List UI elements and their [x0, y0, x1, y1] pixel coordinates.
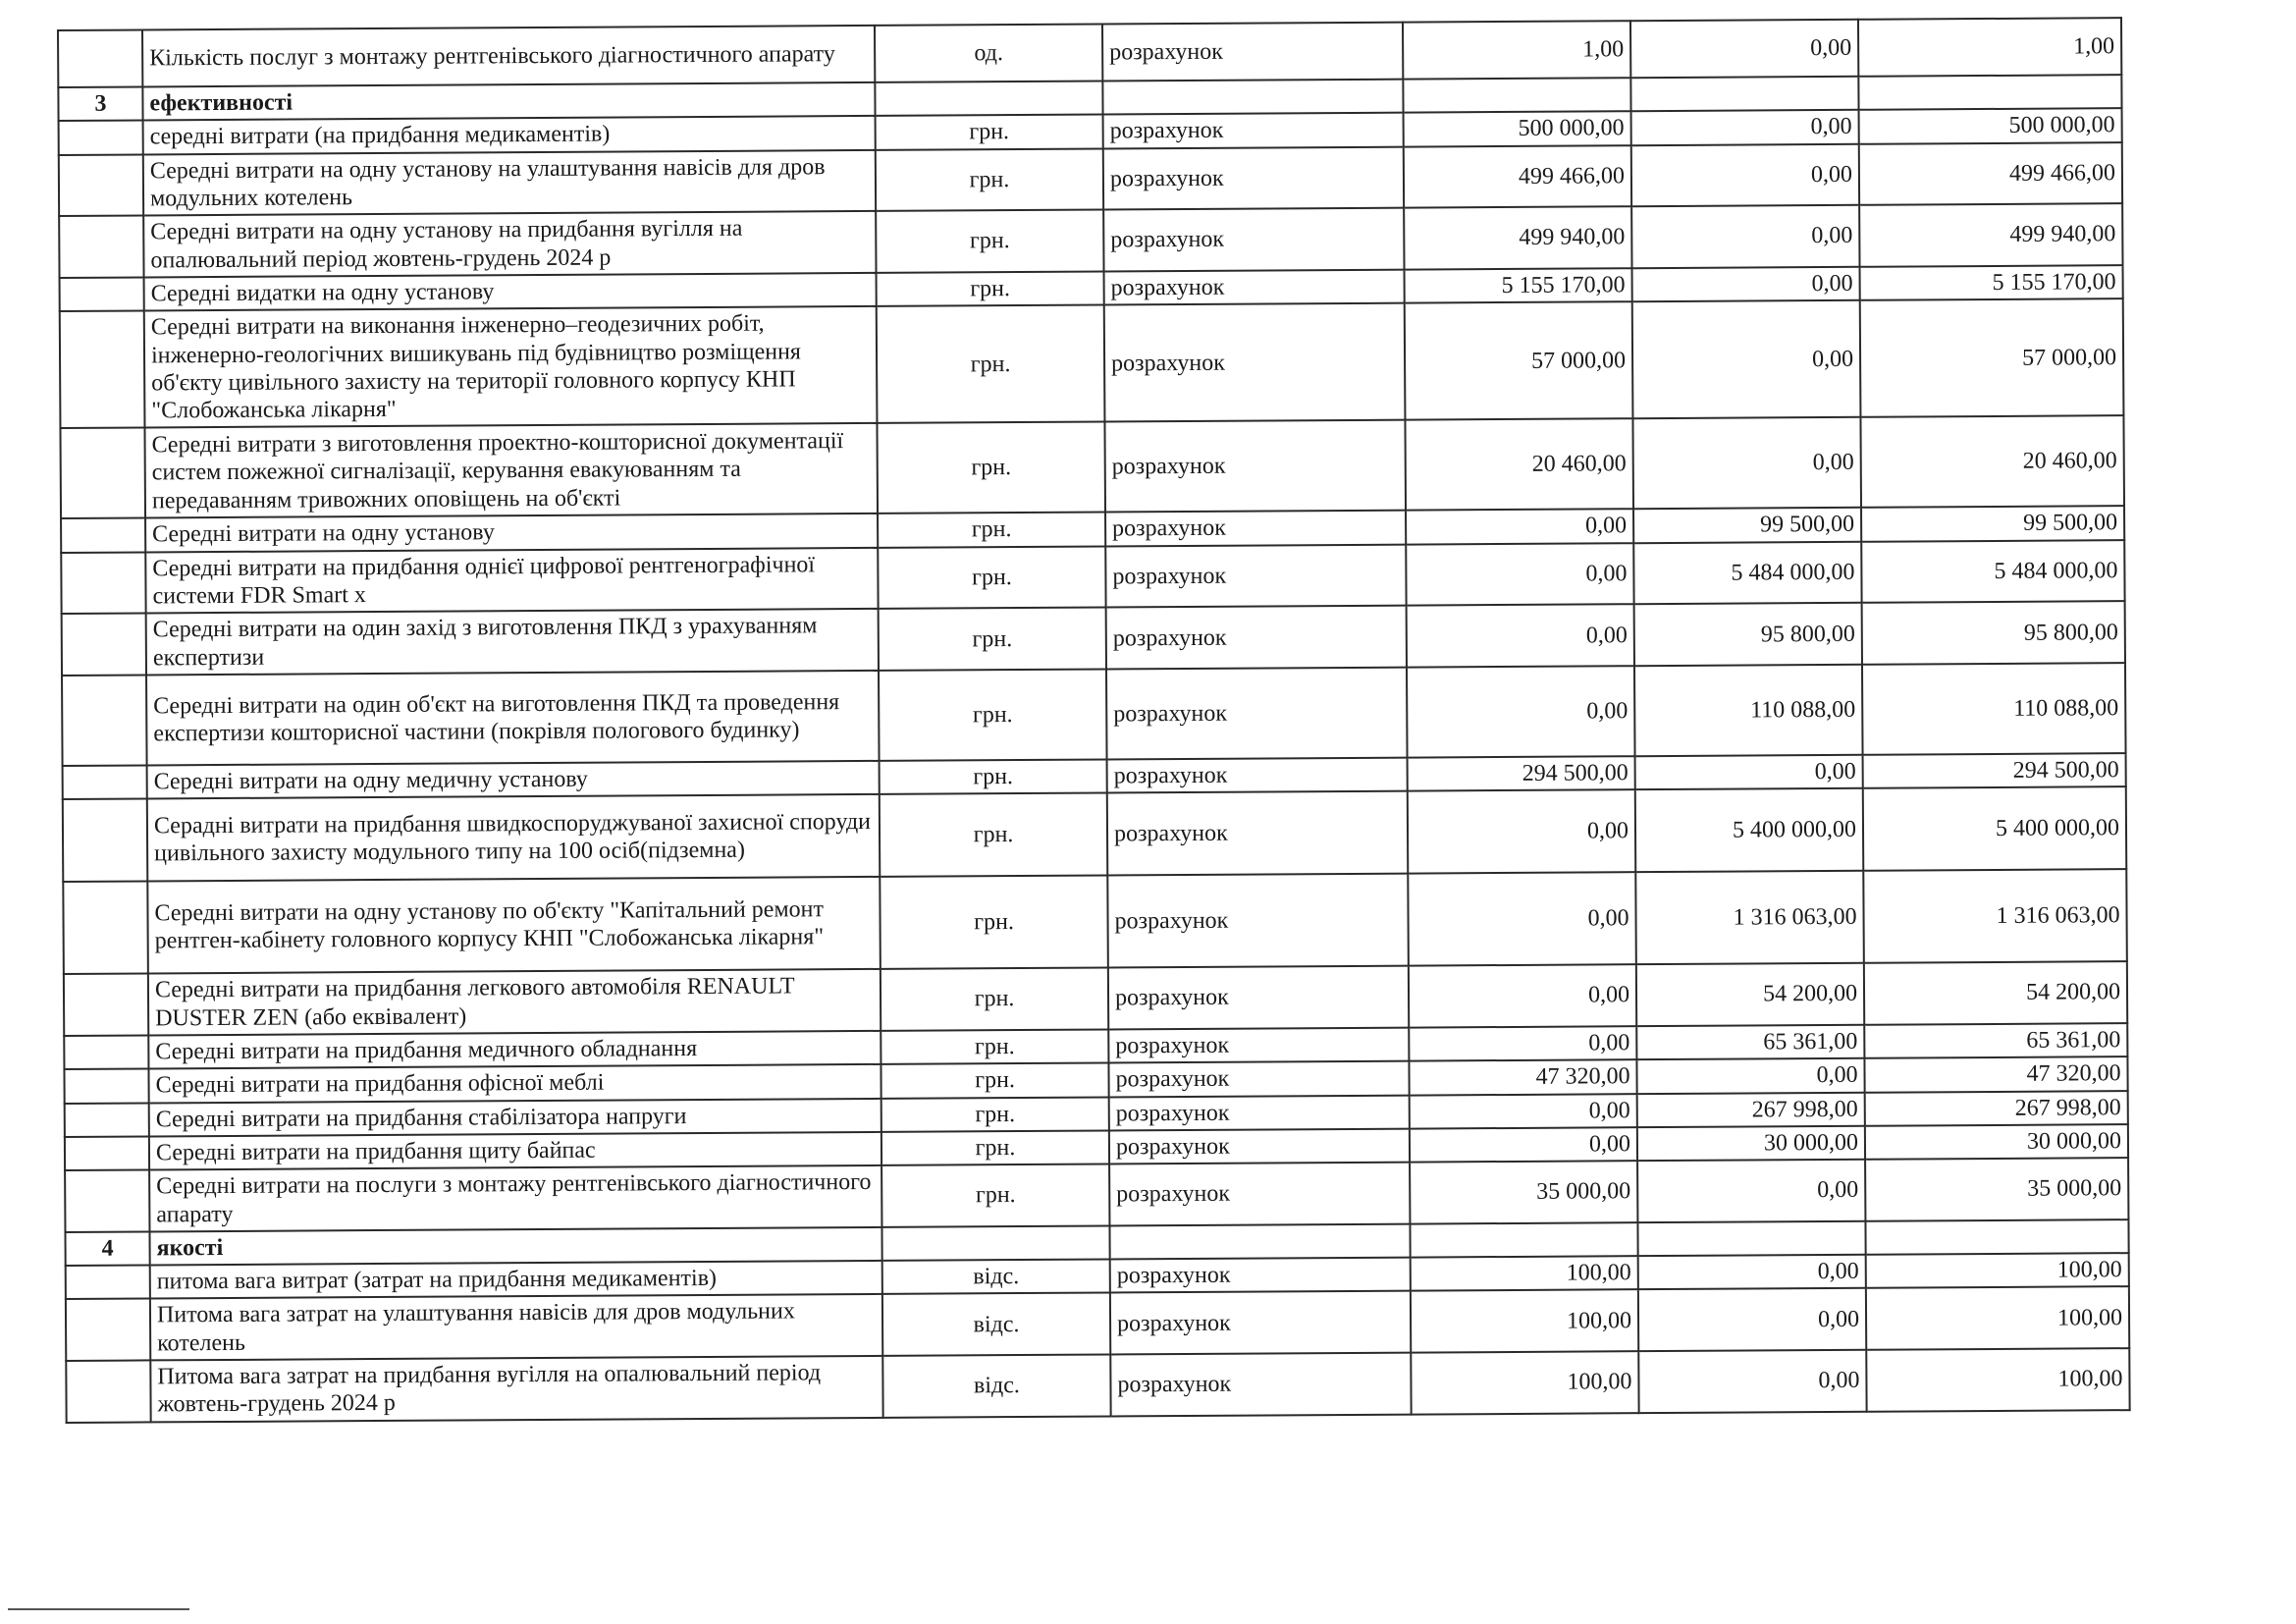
- value-total: [1865, 1219, 2128, 1255]
- value-total: 294 500,00: [1863, 753, 2126, 788]
- value-special-fund: 5 484 000,00: [1633, 542, 1861, 605]
- unit-of-measure: грн.: [881, 1097, 1109, 1132]
- indicator-name: Середні витрати на придбання офісної меблі: [148, 1064, 881, 1103]
- value-general-fund: 0,00: [1410, 1094, 1637, 1129]
- value-special-fund: 0,00: [1632, 267, 1860, 302]
- value-general-fund: 0,00: [1407, 666, 1635, 757]
- data-source: розрахунок: [1102, 23, 1403, 81]
- indicator-name: Середні витрати на придбання легкового автомобіля RENAULT DUSTER ZEN (або еквівалент): [148, 969, 881, 1035]
- indicator-name: ефективності: [142, 82, 875, 121]
- unit-of-measure: грн.: [877, 422, 1105, 514]
- unit-of-measure: грн.: [881, 1029, 1108, 1064]
- indicator-name: якості: [149, 1227, 881, 1266]
- value-special-fund: 30 000,00: [1637, 1126, 1865, 1162]
- indicator-name: Середні витрати на придбання медичного обладнання: [148, 1031, 881, 1069]
- indicator-name: Серадні витрати на придбання швидкоспоруджуваної захисної споруди цивільного захисту модульного типу на 100 осіб(підземна): [147, 794, 880, 882]
- unit-of-measure: грн.: [878, 513, 1105, 548]
- value-total: 5 155 170,00: [1860, 265, 2123, 300]
- value-special-fund: 0,00: [1632, 417, 1861, 509]
- value-total: 5 400 000,00: [1863, 786, 2127, 871]
- indicator-name: Середні витрати на виконання інженерно–геодезичних робіт, інженерно-геологічних вишикувань під будівництво розміщення об'єкту цивільного захисту на території головного корпусу КНП "Слобожанська лікарня": [144, 306, 878, 428]
- indicator-name: Кількість послуг з монтажу рентгенівського діагностичного апарату: [142, 26, 875, 87]
- value-total: 499 940,00: [1859, 203, 2122, 266]
- row-number: [59, 121, 143, 155]
- data-source: розрахунок: [1109, 1095, 1410, 1130]
- value-general-fund: 0,00: [1407, 605, 1634, 668]
- unit-of-measure: грн.: [877, 305, 1105, 424]
- value-total: 57 000,00: [1860, 298, 2124, 417]
- row-number: [64, 1069, 148, 1104]
- indicator-name: Середні витрати на одну установу на улаштування навісів для дров модульних котелень: [143, 150, 876, 216]
- row-number: [59, 216, 143, 278]
- indicator-name: Середні витрати на придбання стабілізатора напруги: [149, 1098, 881, 1136]
- value-total: 267 998,00: [1865, 1091, 2128, 1126]
- unit-of-measure: грн.: [879, 608, 1106, 671]
- indicator-name: середні витрати (на придбання медикаментів): [143, 116, 876, 154]
- value-special-fund: 0,00: [1630, 20, 1858, 78]
- indicator-name: Середні витрати на одну медичну установу: [147, 761, 880, 799]
- value-total: 5 484 000,00: [1861, 540, 2124, 603]
- indicator-name: Середні видатки на одну установу: [144, 273, 877, 311]
- value-general-fund: 0,00: [1408, 790, 1636, 874]
- unit-of-measure: грн.: [880, 759, 1107, 794]
- value-special-fund: [1630, 77, 1858, 112]
- indicator-name: Середні витрати на одну установу по об'єкту "Капітальний ремонт рентген-кабінету головного корпусу КНП "Слобожанська лікарня": [147, 877, 881, 974]
- value-special-fund: 267 998,00: [1637, 1092, 1865, 1127]
- data-source: розрахунок: [1108, 966, 1409, 1029]
- row-number: [62, 675, 147, 766]
- value-total: 47 320,00: [1864, 1056, 2127, 1092]
- value-total: 99 500,00: [1861, 507, 2124, 542]
- value-special-fund: [1637, 1221, 1865, 1257]
- data-source: розрахунок: [1103, 146, 1404, 209]
- row-number: [58, 29, 142, 87]
- value-special-fund: 0,00: [1631, 205, 1859, 268]
- unit-of-measure: [881, 1225, 1109, 1261]
- unit-of-measure: грн.: [881, 1164, 1109, 1227]
- value-general-fund: 1,00: [1403, 21, 1630, 79]
- value-general-fund: 100,00: [1411, 1290, 1638, 1353]
- value-special-fund: 0,00: [1638, 1288, 1866, 1351]
- unit-of-measure: грн.: [876, 115, 1103, 150]
- value-general-fund: 0,00: [1409, 965, 1636, 1028]
- value-total: 35 000,00: [1865, 1158, 2128, 1220]
- unit-of-measure: грн.: [880, 876, 1108, 969]
- indicator-name: Середні витрати на послуги з монтажу рентгенівського діагностичного апарату: [149, 1165, 881, 1231]
- indicator-name: Питома вага затрат на придбання вугілля на опалювальний період жовтень-грудень 2024 р: [150, 1356, 882, 1422]
- indicator-name: Питома вага затрат на улаштування навісів для дров модульних котелень: [150, 1294, 882, 1360]
- row-number: [63, 799, 148, 883]
- row-number: [60, 277, 144, 311]
- value-special-fund: 54 200,00: [1636, 963, 1864, 1026]
- data-source: [1102, 80, 1403, 115]
- unit-of-measure: грн.: [877, 271, 1104, 306]
- data-source: розрахунок: [1104, 269, 1405, 304]
- data-source: розрахунок: [1107, 758, 1408, 793]
- data-source: розрахунок: [1109, 1163, 1410, 1225]
- row-number: [60, 428, 145, 519]
- table-row: [60, 298, 2124, 428]
- row-number: [61, 552, 145, 614]
- row-number: [66, 1361, 150, 1423]
- data-source: розрахунок: [1110, 1258, 1411, 1293]
- data-source: розрахунок: [1106, 668, 1408, 760]
- value-total: 110 088,00: [1862, 663, 2126, 755]
- row-number: [65, 1103, 149, 1137]
- value-general-fund: 500 000,00: [1404, 112, 1631, 147]
- data-source: розрахунок: [1105, 544, 1406, 607]
- value-special-fund: 95 800,00: [1634, 603, 1862, 666]
- indicator-name: Середні витрати на один об'єкт на виготовлення ПКД та проведення експертизи кошторисної частини (покрівля пологового будинку): [146, 671, 880, 766]
- row-number: 3: [58, 86, 142, 121]
- row-number: [63, 765, 147, 799]
- value-special-fund: 65 361,00: [1636, 1025, 1864, 1060]
- value-special-fund: 5 400 000,00: [1635, 788, 1864, 872]
- data-source: розрахунок: [1107, 791, 1409, 876]
- row-number: [64, 974, 148, 1036]
- value-general-fund: 294 500,00: [1408, 756, 1635, 791]
- value-general-fund: 35 000,00: [1410, 1161, 1637, 1223]
- data-source: [1109, 1223, 1410, 1259]
- value-special-fund: 0,00: [1637, 1160, 1865, 1222]
- value-total: 1,00: [1858, 18, 2121, 77]
- unit-of-measure: відс.: [882, 1260, 1110, 1295]
- footer-rule: [8, 1608, 189, 1610]
- unit-of-measure: грн.: [879, 669, 1107, 760]
- unit-of-measure: грн.: [880, 793, 1108, 877]
- value-special-fund: 99 500,00: [1633, 508, 1861, 543]
- row-number: [61, 518, 145, 553]
- value-general-fund: [1403, 78, 1630, 113]
- row-number: 4: [65, 1231, 149, 1266]
- value-total: 100,00: [1866, 1348, 2129, 1411]
- unit-of-measure: грн.: [876, 148, 1103, 211]
- indicator-name: Середні витрати на придбання щиту байпас: [149, 1132, 881, 1170]
- value-total: 100,00: [1866, 1287, 2129, 1350]
- value-general-fund: 20 460,00: [1405, 419, 1633, 511]
- performance-indicators-table: [57, 17, 2131, 1424]
- value-general-fund: [1410, 1222, 1637, 1258]
- value-special-fund: 0,00: [1636, 1058, 1864, 1094]
- row-number: [66, 1299, 150, 1361]
- table-row: [60, 416, 2124, 519]
- data-source: розрахунок: [1110, 1353, 1411, 1416]
- unit-of-measure: грн.: [881, 968, 1108, 1031]
- row-number: [62, 614, 146, 676]
- value-general-fund: 5 155 170,00: [1405, 268, 1632, 303]
- unit-of-measure: [875, 81, 1102, 116]
- value-special-fund: 0,00: [1632, 300, 1861, 419]
- table-row: [63, 869, 2127, 974]
- indicator-name: Середні витрати на придбання однієї цифрової рентгенографічної системи FDR Smart x: [145, 548, 878, 614]
- value-total: [1858, 75, 2121, 110]
- unit-of-measure: відс.: [882, 1293, 1110, 1356]
- data-source: розрахунок: [1104, 420, 1406, 513]
- value-general-fund: 47 320,00: [1409, 1059, 1636, 1095]
- value-general-fund: 499 940,00: [1404, 206, 1631, 269]
- unit-of-measure: грн.: [881, 1063, 1108, 1099]
- value-total: 499 466,00: [1859, 142, 2122, 205]
- row-number: [65, 1170, 149, 1232]
- value-general-fund: 57 000,00: [1405, 301, 1633, 420]
- data-source: розрахунок: [1104, 303, 1406, 422]
- row-number: [65, 1136, 149, 1170]
- value-general-fund: 499 466,00: [1404, 145, 1631, 208]
- value-special-fund: 0,00: [1638, 1255, 1866, 1290]
- table-row: [63, 786, 2126, 882]
- table-row: [66, 1348, 2129, 1422]
- value-total: 100,00: [1866, 1253, 2129, 1288]
- value-special-fund: 0,00: [1635, 755, 1863, 790]
- row-number: [64, 1035, 148, 1069]
- value-general-fund: 0,00: [1409, 1026, 1636, 1061]
- value-general-fund: 100,00: [1411, 1351, 1638, 1414]
- value-total: 95 800,00: [1862, 602, 2125, 665]
- data-source: розрахунок: [1103, 208, 1404, 271]
- value-general-fund: 0,00: [1408, 873, 1636, 966]
- value-total: 65 361,00: [1864, 1023, 2127, 1058]
- data-source: розрахунок: [1109, 1128, 1410, 1164]
- value-total: 54 200,00: [1864, 961, 2127, 1024]
- table-body: [58, 18, 2130, 1423]
- value-general-fund: 0,00: [1406, 543, 1633, 606]
- unit-of-measure: грн.: [876, 210, 1103, 273]
- value-general-fund: 0,00: [1406, 510, 1633, 545]
- data-source: розрахунок: [1106, 606, 1407, 669]
- indicator-name: Середні витрати з виготовлення проектно-кошторисної документації систем пожежної сигналізації, керування евакуюванням та передаванням тривожних оповіщень на об'єкті: [144, 423, 878, 518]
- data-source: розрахунок: [1107, 874, 1409, 968]
- data-source: розрахунок: [1108, 1061, 1409, 1097]
- value-special-fund: 0,00: [1638, 1350, 1866, 1413]
- indicator-name: Середні витрати на один захід з виготовлення ПКД з урахуванням експертизи: [146, 609, 879, 675]
- value-special-fund: 0,00: [1631, 110, 1859, 145]
- value-total: 20 460,00: [1860, 416, 2124, 509]
- data-source: розрахунок: [1105, 511, 1406, 546]
- indicator-name: Середні витрати на одну установу на придбання вугілля на опалювальний період жовтень-грудень 2024 р: [143, 211, 876, 277]
- row-number: [59, 154, 143, 216]
- row-number: [66, 1266, 150, 1300]
- data-source: розрахунок: [1110, 1291, 1411, 1354]
- row-number: [63, 882, 148, 975]
- unit-of-measure: відс.: [882, 1355, 1110, 1418]
- value-special-fund: 110 088,00: [1634, 665, 1863, 756]
- value-total: 30 000,00: [1865, 1124, 2128, 1160]
- value-total: 500 000,00: [1859, 108, 2122, 143]
- indicator-name: питома вага витрат (затрат на придбання медикаментів): [150, 1261, 882, 1299]
- value-total: 1 316 063,00: [1863, 869, 2127, 963]
- unit-of-measure: грн.: [878, 546, 1105, 609]
- unit-of-measure: грн.: [881, 1130, 1109, 1165]
- unit-of-measure: од.: [875, 24, 1102, 81]
- row-number: [60, 311, 145, 429]
- value-general-fund: 0,00: [1410, 1127, 1637, 1163]
- table-row: [62, 663, 2126, 766]
- value-special-fund: 0,00: [1631, 143, 1859, 206]
- value-special-fund: 1 316 063,00: [1635, 871, 1864, 964]
- data-source: розрахунок: [1108, 1028, 1409, 1063]
- value-general-fund: 100,00: [1411, 1256, 1638, 1291]
- data-source: розрахунок: [1103, 113, 1404, 148]
- indicator-name: Середні витрати на одну установу: [145, 514, 878, 552]
